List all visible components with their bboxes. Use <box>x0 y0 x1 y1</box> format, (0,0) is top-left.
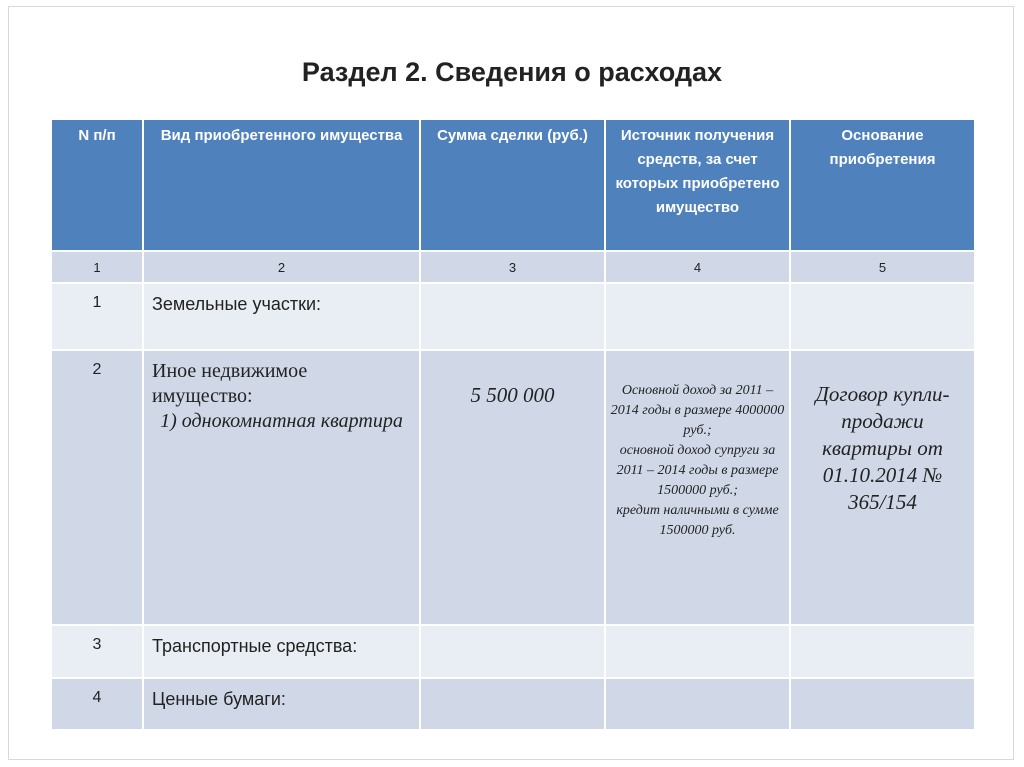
column-number: 5 <box>790 251 975 283</box>
table-header-row <box>51 119 975 251</box>
column-number: 4 <box>605 251 790 283</box>
deal-sum: 5 500 000 <box>420 350 605 625</box>
property-type: Земельные участки: <box>143 283 420 350</box>
acquisition-basis <box>790 678 975 730</box>
header-sum: Сумма сделки (руб.) <box>420 119 605 251</box>
table-row <box>51 678 975 730</box>
table-row <box>51 625 975 678</box>
page-title: Раздел 2. Сведения о расходах <box>301 57 723 87</box>
table-row <box>51 283 975 350</box>
funds-source-item: основной доход супруги за 2011 – 2014 годы в размере 1500000 руб.; <box>616 443 779 498</box>
acquisition-basis <box>790 625 975 678</box>
header-source: Источник получения средств, за счет которых приобретено имущество <box>605 119 790 251</box>
expenses-table <box>50 118 976 731</box>
row-number: 1 <box>51 283 143 350</box>
table-row <box>51 350 975 625</box>
column-number-row <box>51 251 975 283</box>
property-type: Транспортные средства: <box>143 625 420 678</box>
funds-source-item: Основной доход за 2011 – 2014 годы в размере 4000000 руб.; <box>610 383 785 438</box>
row-number: 2 <box>51 350 143 625</box>
row-number: 4 <box>51 678 143 730</box>
row-number: 3 <box>51 625 143 678</box>
property-type <box>143 350 420 625</box>
property-type: Ценные бумаги: <box>143 678 420 730</box>
header-num: N п/п <box>51 119 143 251</box>
acquisition-basis <box>790 283 975 350</box>
property-type-label: Иное недвижимое имущество: <box>152 360 308 407</box>
column-number: 2 <box>143 251 420 283</box>
funds-source <box>605 625 790 678</box>
funds-source <box>605 350 790 625</box>
property-subtype: 1) однокомнатная квартира <box>160 410 403 432</box>
funds-source <box>605 283 790 350</box>
funds-source <box>605 678 790 730</box>
deal-sum <box>420 625 605 678</box>
header-basis: Основание приобретения <box>790 119 975 251</box>
header-type: Вид приобретенного имущества <box>143 119 420 251</box>
acquisition-basis: Договор купли-продажи квартиры от 01.10.2014 № 365/154 <box>790 350 975 625</box>
funds-source-item: кредит наличными в сумме 1500000 руб. <box>616 503 779 538</box>
deal-sum <box>420 283 605 350</box>
column-number: 3 <box>420 251 605 283</box>
deal-sum <box>420 678 605 730</box>
column-number: 1 <box>51 251 143 283</box>
